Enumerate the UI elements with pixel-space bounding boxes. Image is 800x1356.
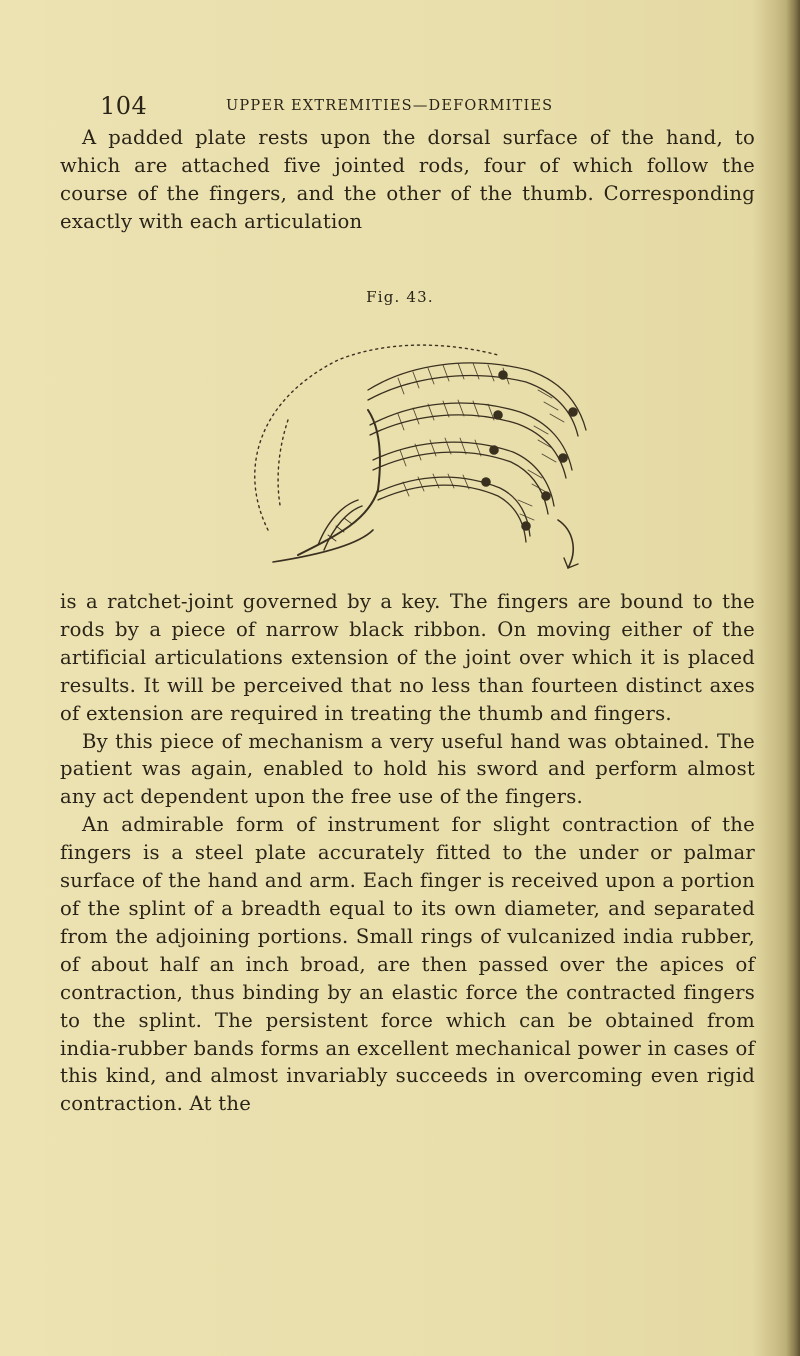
paragraph-2: By this piece of mechanism a very useful hand was obtained. The patient was again, enabled to hold his sword and perform almost any act dependent upon the free use of the fingers. [60,729,755,809]
hand-splint-illustration [228,330,628,575]
paragraph-top: A padded plate rests upon the dorsal surface of the hand, to which are attached five jointed rods, four of which follow the course of the fingers, and the other of the thumb. Corresponding exactly with each articulation [60,126,755,233]
figure-caption: Fig. 43. [366,288,434,306]
page-edge-shadow [786,0,800,1356]
page-number: 104 [100,92,148,120]
paragraph-3: An admirable form of instrument for slight contraction of the fingers is a steel plate accurately fitted to the under or palmar surface of the hand and arm. Each finger is received upon a portion of the splint of a breadth equal to its own diameter, and separated from the adjoining portions. Small rings of vulcanized india rubber, of about half an inch broad, are then passed over the apices of contraction, thus binding by an elastic force the contracted fingers to the splint. The persistent force which can be obtained from india-rubber bands forms an excellent mechanical power in cases of this kind, and almost invariably succeeds in overcoming even rigid contraction. At the [60,813,755,1116]
running-head: UPPER EXTREMITIES—DEFORMITIES [226,98,554,114]
body-text [60,588,755,1118]
paragraph-continued: is a ratchet-joint governed by a key. The fingers are bound to the rods by a piece of narrow black ribbon. On moving either of the artificial articulations extension of the joint over which it is placed results. It will be perceived that no less than fourteen distinct axes of extension are required in treating the thumb and fingers. [60,590,755,725]
